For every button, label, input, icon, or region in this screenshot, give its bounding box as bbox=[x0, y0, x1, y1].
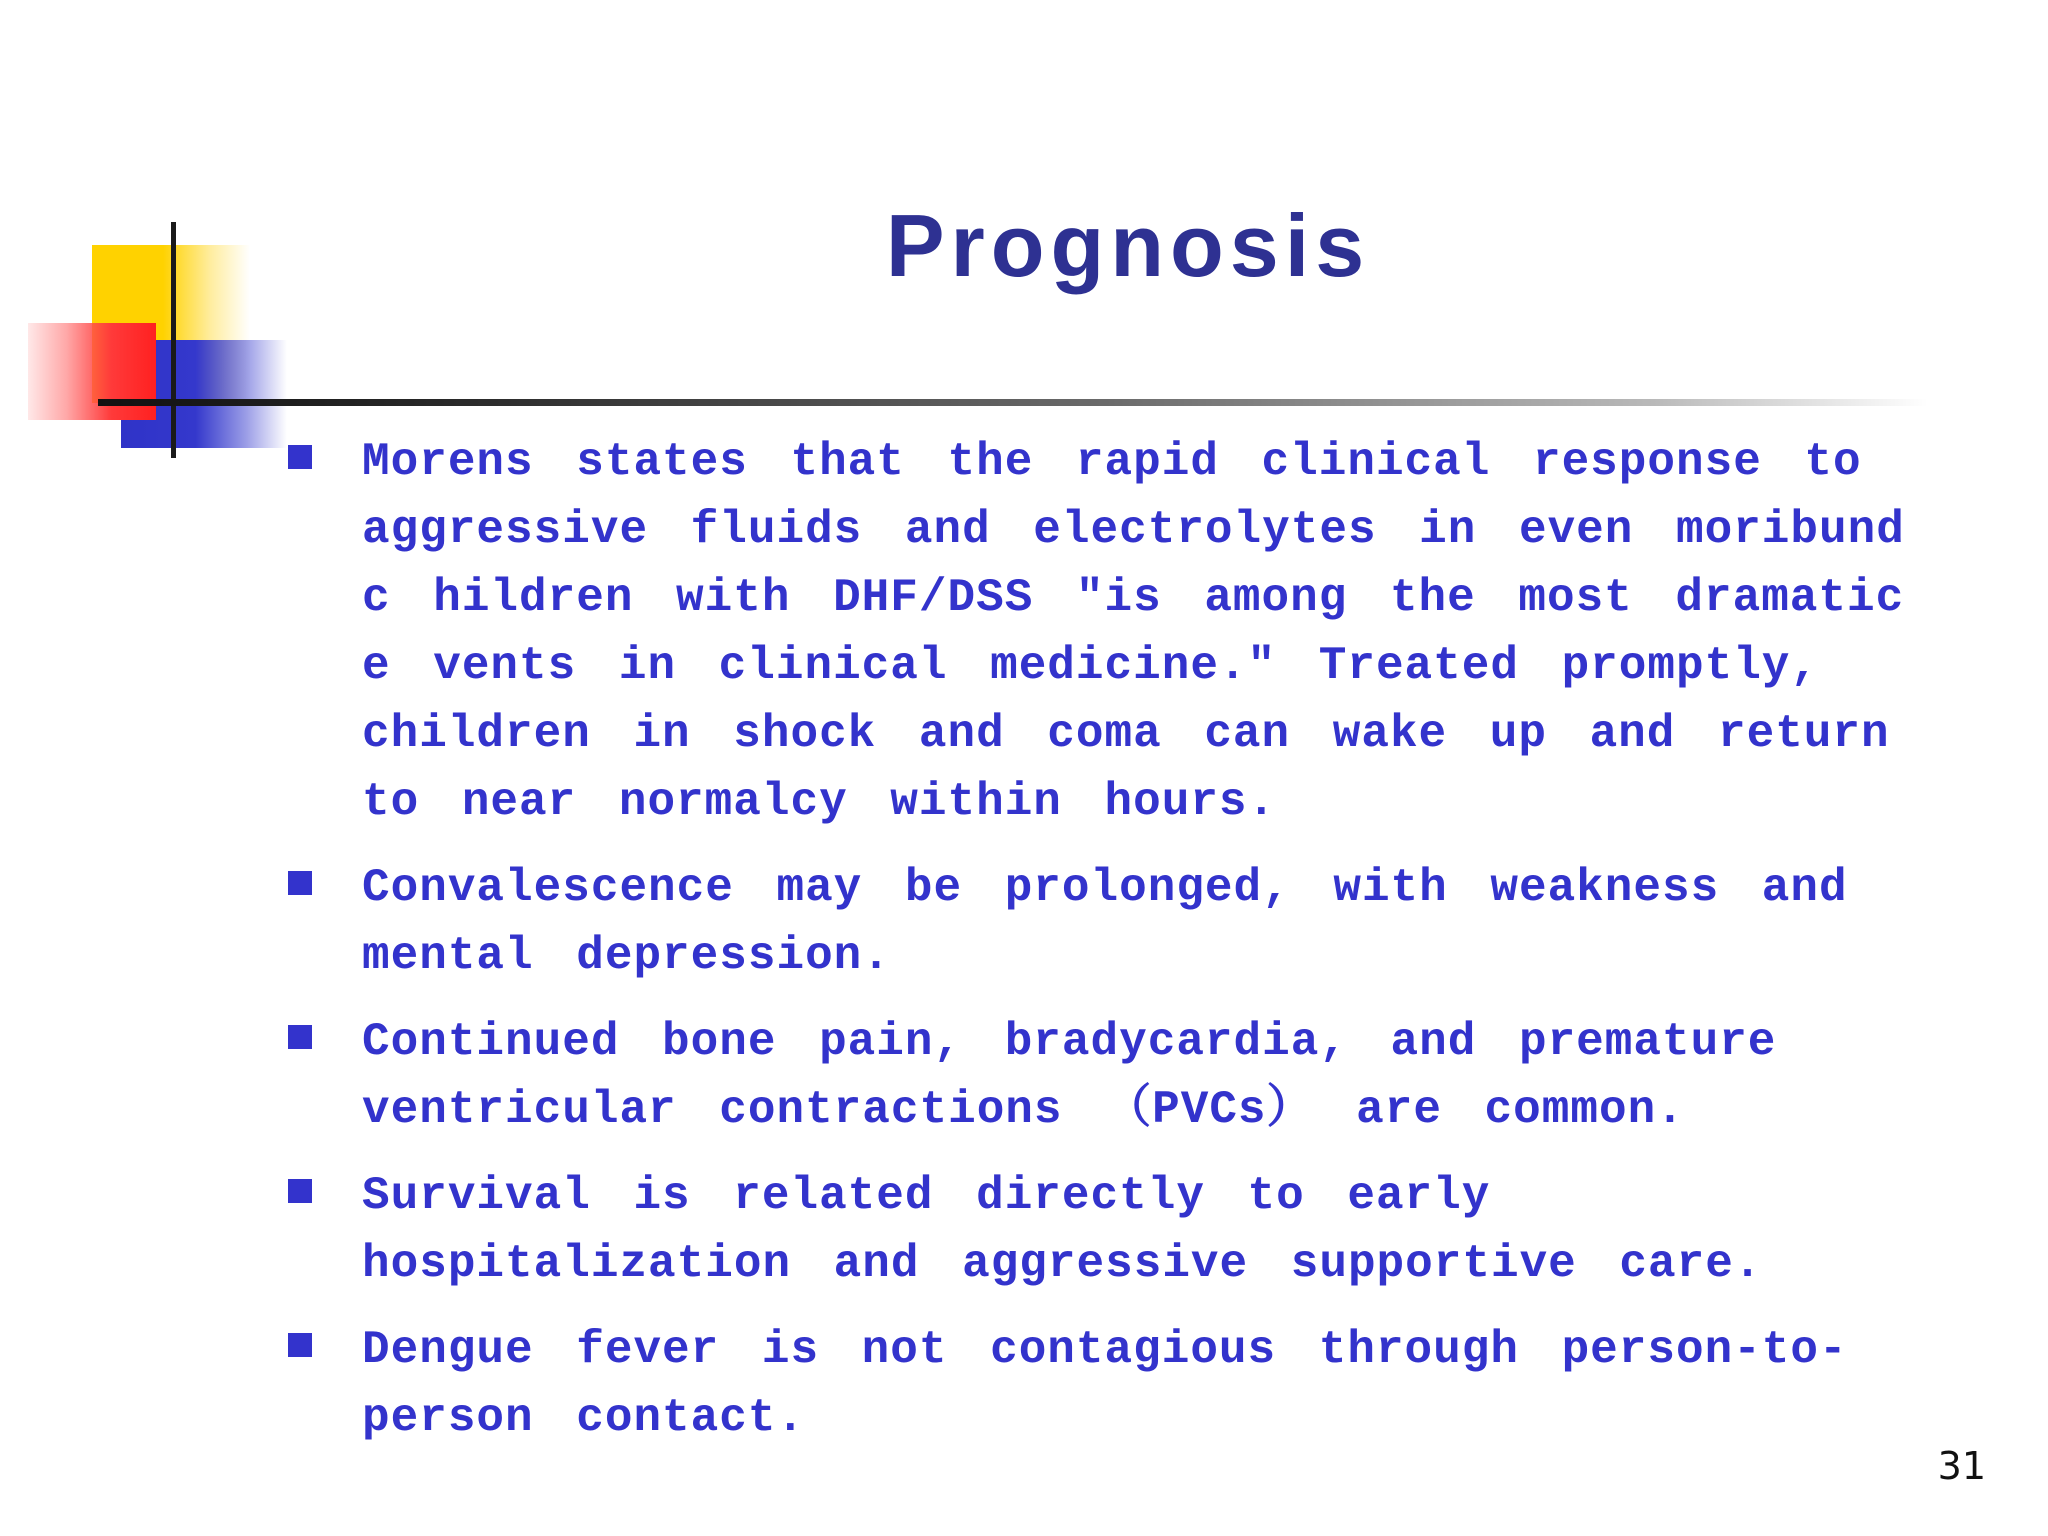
bullet-item bbox=[286, 428, 1926, 836]
square-bullet-icon bbox=[288, 871, 312, 895]
bullet-text: Survival is related directly to early hospitalization and aggressive supportive care. bbox=[362, 1170, 1763, 1290]
bullet-text: Dengue fever is not contagious through person-to-person contact. bbox=[362, 1324, 1848, 1444]
page-number: 31 bbox=[1937, 1444, 1986, 1488]
bullet-text: Convalescence may be prolonged, with weakness and mental depression. bbox=[362, 862, 1848, 982]
bullet-item bbox=[286, 1162, 1926, 1298]
decor-vertical-line bbox=[171, 222, 176, 458]
bullet-text: Morens states that the rapid clinical response to aggressive fluids and electrolytes in even moribund c hildren with DHF/DSS "is among the most dramatic e vents in clinical medicine." Treated promptly, children in shock and coma can wake up and return to near normalcy within hours. bbox=[362, 436, 1905, 828]
bullet-item bbox=[286, 1316, 1926, 1452]
title-underline bbox=[98, 399, 1928, 406]
bullet-list bbox=[286, 428, 1926, 1470]
square-bullet-icon bbox=[288, 445, 312, 469]
bullet-item bbox=[286, 854, 1926, 990]
bullet-item bbox=[286, 1008, 1926, 1144]
square-bullet-icon bbox=[288, 1179, 312, 1203]
square-bullet-icon bbox=[288, 1333, 312, 1357]
square-bullet-icon bbox=[288, 1025, 312, 1049]
slide-title: Prognosis bbox=[885, 196, 1371, 295]
bullet-text: Continued bone pain, bradycardia, and premature ventricular contractions （PVCs） are common. bbox=[362, 1016, 1777, 1136]
